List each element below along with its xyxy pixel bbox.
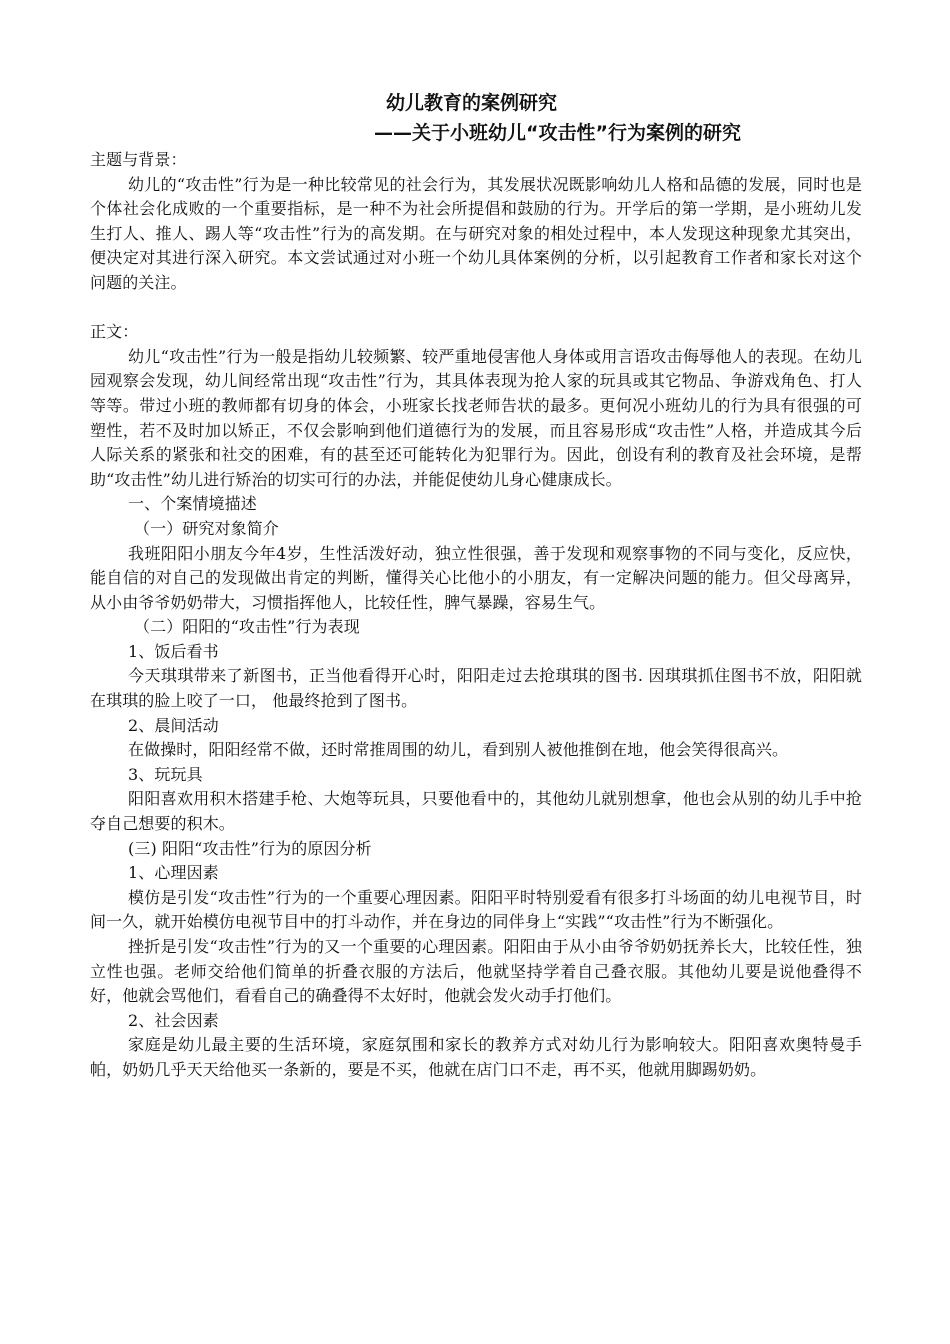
paragraph-reading: 今天琪琪带来了新图书，正当他看得开心时，阳阳走过去抢琪琪的图书. 因琪琪抓住图书不放，阳阳就在琪琪的脸上咬了一口， 他最终抢到了图书。	[90, 666, 862, 711]
paragraph-family: 家庭是幼儿最主要的生活环境，家庭氛围和家长的教养方式对幼儿行为影响较大。阳阳喜欢奥特曼手帕，奶奶几乎天天给他买一条新的，要是不买，他就在店门口不走，再不买，他就用脚踢奶奶。	[90, 1035, 862, 1079]
section-heading-main-text: 正文：	[90, 322, 139, 342]
heading-case-description: 一、个案情境描述	[128, 494, 257, 514]
paragraph-morning: 在做操时，阳阳经常不做，还时常推周围的幼儿，看到别人被他推倒在地，他会笑得很高兴。	[128, 740, 789, 760]
item-heading-reading: 1、饭后看书	[128, 641, 219, 661]
item-heading-social: 2、社会因素	[128, 1010, 219, 1030]
section-heading-background: 主题与背景：	[90, 150, 187, 169]
item-heading-morning: 2、晨间活动	[128, 715, 219, 735]
paragraph-intro: 幼儿“攻击性”行为一般是指幼儿较频繁、较严重地侵害他人身体或用言语攻击侮辱他人的表现。在幼儿园观察会发现，幼儿间经常出现“攻击性”行为，其具体表现为抢人家的玩具或其它物品、争游戏角色、打人等等。带过小班的教师都有切身的体会，小班家长找老师告状的最多。更何况小班幼儿的行为具有很强的可塑性，若不及时加以矫正，不仅会影响到他们道德行为的发展，而且容易形成“攻击性”人格，并造成其今后人际关系的紧张和社交的困难，有的甚至还可能转化为犯罪行为。因此，创设有利的教育及社会环境，是帮助“攻击性”幼儿进行矫治的切实可行的办法，并能促使幼儿身心健康成长。	[90, 346, 862, 489]
paragraph-toys: 阳阳喜欢用积木搭建手枪、大炮等玩具，只要他看中的，其他幼儿就别想拿，他也会从别的幼儿手中抢夺自己想要的积木。	[90, 789, 862, 834]
document-subtitle: ——关于小班幼儿“攻击性”行为案例的研究	[374, 122, 741, 144]
paragraph-background: 幼儿的“攻击性”行为是一种比较常见的社会行为，其发展状况既影响幼儿人格和品德的发展，同时也是个体社会化成败的一个重要指标，是一种不为社会所提倡和鼓励的行为。开学后的第一学期，是小班幼儿发生打人、推人、踢人等“攻击性”行为的高发期。在与研究对象的相处过程中，本人发现这种现象尤其突出，便决定对其进行深入研究。本文尝试通过对小班一个幼儿具体案例的分析，以引起教育工作者和家长对这个问题的关注。	[90, 174, 862, 292]
paragraph-frustration: 挫折是引发“攻击性”行为的又一个重要的心理因素。阳阳由于从小由爷爷奶奶抚养长大，比较任性，独立性也强。老师交给他们简单的折叠衣服的方法后，他就坚持学着自己叠衣服。其他幼儿要是说他叠得不好，他就会骂他们，看看自己的确叠得不太好时，他就会发火动手打他们。	[90, 937, 862, 1006]
subheading-cause-analysis: (三) 阳阳“攻击性”行为的原因分析	[128, 838, 372, 858]
document-body	[90, 148, 862, 1083]
subheading-subject-intro: （一）研究对象简介	[134, 518, 279, 538]
paragraph-subject-intro: 我班阳阳小朋友今年4岁，生性活泼好动，独立性很强，善于发现和观察事物的不同与变化，反应快，能自信的对自己的发现做出肯定的判断，懂得关心比他小的小朋友，有一定解决问题的能力。但父母离异，从小由爷爷奶奶带大，习惯指挥他人，比较任性，脾气暴躁，容易生气。	[90, 543, 862, 612]
item-heading-psychological: 1、心理因素	[128, 863, 219, 883]
document-title: 幼儿教育的案例研究	[386, 92, 558, 114]
paragraph-imitation: 模仿是引发“攻击性”行为的一个重要心理因素。阳阳平时特别爱看有很多打斗场面的幼儿电视节目，时间一久，就开始模仿电视节目中的打斗动作，并在身边的同伴身上“实践”“攻击性”行为不断强化。	[90, 887, 862, 932]
item-heading-toys: 3、玩玩具	[128, 764, 203, 784]
subheading-behavior: （二）阳阳的“攻击性”行为表现	[134, 617, 360, 637]
blank-line	[90, 296, 862, 321]
